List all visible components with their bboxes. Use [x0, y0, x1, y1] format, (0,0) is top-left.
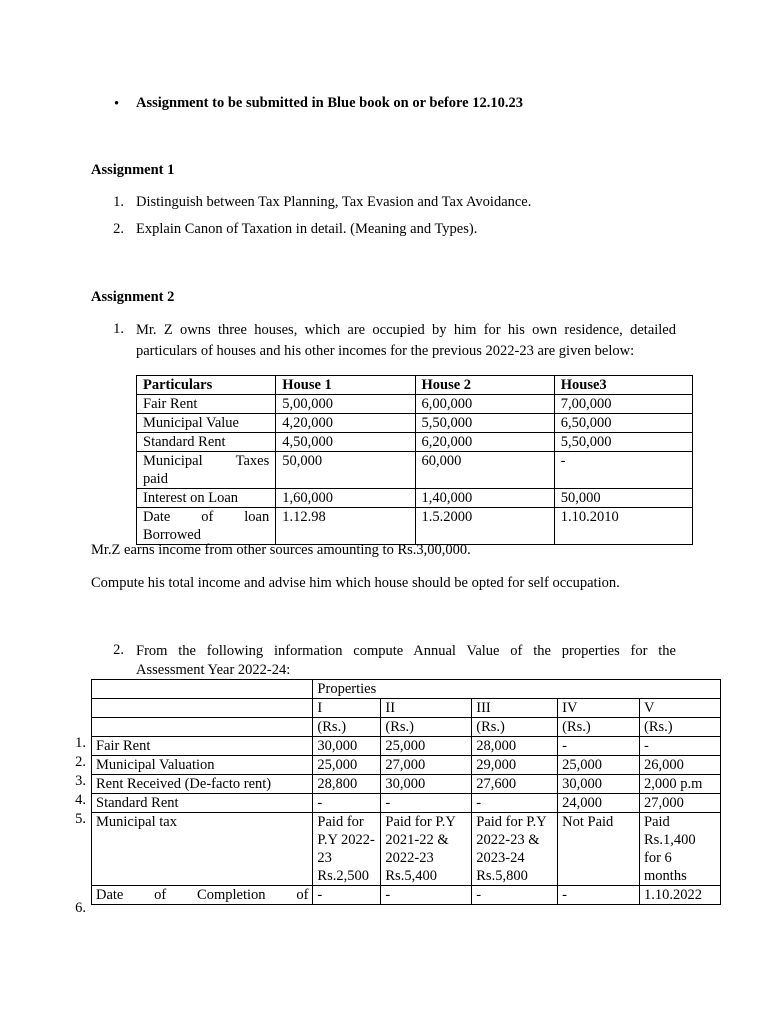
table-row — [137, 489, 693, 508]
instruction-text: Compute his total income and advise him which house should be opted for self occupation. — [91, 575, 620, 591]
row-label: Date of Completion of — [92, 886, 313, 905]
unit-cell: (Rs.) — [381, 718, 472, 737]
assignment-1-item-2: Explain Canon of Taxation in detail. (Meaning and Types). — [136, 221, 478, 237]
table-header: House 1 — [276, 376, 415, 395]
list-number: 1. — [113, 194, 124, 210]
table-header: House3 — [554, 376, 692, 395]
table-cell: 29,000 — [472, 756, 558, 775]
table-cell — [137, 452, 276, 489]
table-cell: - — [558, 886, 640, 905]
table-cell: Interest on Loan — [137, 489, 276, 508]
column-header: II — [381, 699, 472, 718]
table-cell — [92, 718, 313, 737]
row-label: Municipal Valuation — [92, 756, 313, 775]
row-label: Fair Rent — [92, 737, 313, 756]
table-cell: 60,000 — [415, 452, 554, 489]
table-cell: 30,000 — [313, 737, 381, 756]
table-cell: - — [313, 886, 381, 905]
table-cell: Paid for P.Y 2022-23 Rs.2,500 — [313, 813, 381, 886]
table-cell: - — [313, 794, 381, 813]
table-header-row — [137, 376, 693, 395]
table-cell: 2,000 p.m — [640, 775, 721, 794]
table-cell: 5,00,000 — [276, 395, 415, 414]
table-row — [92, 680, 721, 699]
assignment-1-title: Assignment 1 — [91, 162, 175, 178]
table-header: House 2 — [415, 376, 554, 395]
properties-table — [91, 679, 721, 905]
table-cell: - — [640, 737, 721, 756]
list-number: 2. — [113, 221, 124, 237]
table-cell: Fair Rent — [137, 395, 276, 414]
table-cell: Not Paid — [558, 813, 640, 886]
table-cell: - — [472, 794, 558, 813]
assignment-1-item-1: Distinguish between Tax Planning, Tax Evasion and Tax Avoidance. — [136, 194, 532, 210]
table-row — [137, 452, 693, 489]
table-cell: 30,000 — [558, 775, 640, 794]
row-number: 2. — [75, 754, 86, 770]
row-number: 4. — [75, 792, 86, 808]
unit-cell: (Rs.) — [313, 718, 381, 737]
table-cell: 5,50,000 — [554, 433, 692, 452]
table-cell: 28,800 — [313, 775, 381, 794]
column-header: IV — [558, 699, 640, 718]
table-cell: 27,000 — [640, 794, 721, 813]
list-number: 1. — [113, 321, 124, 337]
table-cell: 30,000 — [381, 775, 472, 794]
table-cell — [137, 508, 276, 545]
table-cell: 25,000 — [558, 756, 640, 775]
table-cell: 1,60,000 — [276, 489, 415, 508]
table-header: Particulars — [137, 376, 276, 395]
question-1-text-line-2: particulars of houses and his other incomes for the previous 2022-23 are given below: — [136, 343, 635, 359]
table-cell: 50,000 — [276, 452, 415, 489]
cell-line: Municipal Taxes — [143, 453, 270, 469]
question-2-text-line-1: From the following information compute Annual Value of the properties for the — [136, 643, 676, 659]
table-cell: Standard Rent — [137, 433, 276, 452]
table-cell: 5,50,000 — [415, 414, 554, 433]
table-row — [92, 886, 721, 905]
table-cell: 1.10.2022 — [640, 886, 721, 905]
table-cell: 27,600 — [472, 775, 558, 794]
table-row — [92, 756, 721, 775]
row-number: 5. — [75, 811, 86, 827]
table-cell: Paid for P.Y 2021-22 & 2022-23 Rs.5,400 — [381, 813, 472, 886]
table-row — [137, 433, 693, 452]
question-2-text-line-2: Assessment Year 2022-24: — [136, 662, 291, 678]
column-header: I — [313, 699, 381, 718]
row-number: 1. — [75, 735, 86, 751]
properties-header: Properties — [313, 680, 721, 699]
table-cell: - — [381, 886, 472, 905]
cell-line: Borrowed — [143, 527, 201, 543]
table-row — [92, 737, 721, 756]
table-cell: - — [554, 452, 692, 489]
table-cell: 24,000 — [558, 794, 640, 813]
table-cell: 50,000 — [554, 489, 692, 508]
table-cell: 26,000 — [640, 756, 721, 775]
column-header: III — [472, 699, 558, 718]
cell-line: paid — [143, 471, 168, 487]
row-number: 3. — [75, 773, 86, 789]
table-row — [92, 794, 721, 813]
houses-table — [136, 375, 693, 545]
row-number: 6. — [75, 900, 86, 916]
table-row — [92, 718, 721, 737]
other-income-text: Mr.Z earns income from other sources amounting to Rs.3,00,000. — [91, 542, 471, 558]
table-row — [92, 813, 721, 886]
table-row — [137, 508, 693, 545]
table-cell — [92, 680, 313, 699]
table-cell: 4,50,000 — [276, 433, 415, 452]
unit-cell: (Rs.) — [558, 718, 640, 737]
table-cell: - — [472, 886, 558, 905]
table-cell: Municipal Value — [137, 414, 276, 433]
table-cell: 27,000 — [381, 756, 472, 775]
table-cell — [92, 699, 313, 718]
table-cell: - — [558, 737, 640, 756]
table-cell: 1.12.98 — [276, 508, 415, 545]
row-label: Municipal tax — [92, 813, 313, 886]
table-cell: 6,50,000 — [554, 414, 692, 433]
table-cell: - — [381, 794, 472, 813]
table-row — [137, 414, 693, 433]
unit-cell: (Rs.) — [472, 718, 558, 737]
column-header: V — [640, 699, 721, 718]
table-cell: 25,000 — [313, 756, 381, 775]
table-row — [92, 775, 721, 794]
table-row — [92, 699, 721, 718]
submission-notice: Assignment to be submitted in Blue book on or before 12.10.23 — [136, 95, 523, 111]
table-cell: 1.5.2000 — [415, 508, 554, 545]
table-cell: 6,00,000 — [415, 395, 554, 414]
table-cell: 1,40,000 — [415, 489, 554, 508]
table-row — [137, 395, 693, 414]
table-cell: 28,000 — [472, 737, 558, 756]
unit-cell: (Rs.) — [640, 718, 721, 737]
row-label: Rent Received (De-facto rent) — [92, 775, 313, 794]
question-1-text-line-1: Mr. Z owns three houses, which are occupied by him for his own residence, detailed — [136, 322, 676, 338]
table-cell: 6,20,000 — [415, 433, 554, 452]
table-cell: Paid Rs.1,400 for 6 months — [640, 813, 721, 886]
cell-line: Date of loan — [143, 509, 270, 525]
table-cell: 1.10.2010 — [554, 508, 692, 545]
table-cell: 7,00,000 — [554, 395, 692, 414]
table-cell: Paid for P.Y 2022-23 & 2023-24 Rs.5,800 — [472, 813, 558, 886]
row-label: Standard Rent — [92, 794, 313, 813]
table-cell: 25,000 — [381, 737, 472, 756]
assignment-2-title: Assignment 2 — [91, 289, 175, 305]
list-number: 2. — [113, 642, 124, 658]
bullet-icon: • — [114, 96, 120, 112]
table-cell: 4,20,000 — [276, 414, 415, 433]
